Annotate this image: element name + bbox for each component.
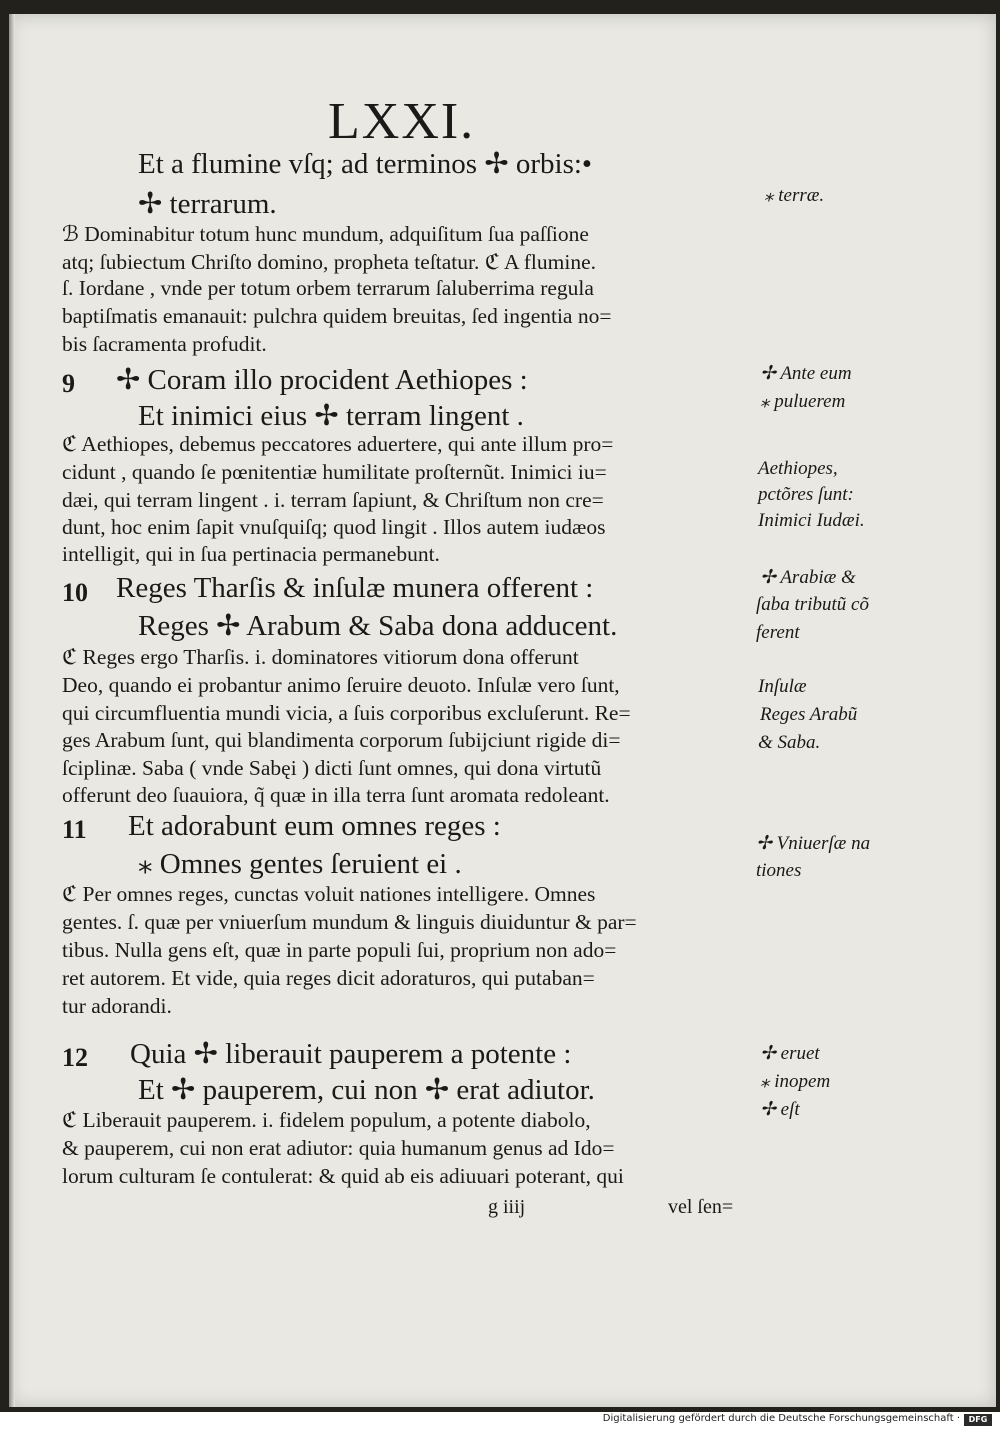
commentary-line: ℭ Liberauit pauperem. i. fidelem populum, a potente diabolo, (62, 1108, 591, 1132)
verse-line: Et a flumine vſq; ad terminos ✢ orbis:• (138, 148, 593, 180)
page-heading: LXXI. (328, 93, 476, 150)
commentary-line: ℭ Reges ergo Tharſis. i. dominatores vitiorum dona offerunt (62, 645, 579, 669)
commentary-line: & pauperem, cui non erat adiutor: quia humanum genus ad Ido= (62, 1136, 615, 1160)
commentary-line: atq; ſubiectum Chriſto domino, propheta teſtatur. ℭ A flumine. (62, 250, 597, 274)
verse-line: ⁎ Omnes gentes ſeruient ei . (138, 848, 462, 880)
commentary-line: baptiſmatis emanauit: pulchra quidem breuitas, ſed ingentia no= (62, 304, 612, 328)
margin-note: Inimici Iudæi. (758, 510, 865, 531)
commentary-line: qui circumfluentia mundi vicia, a ſuis corporibus excluſerunt. Re= (62, 701, 631, 725)
verse-line: ✢ terrarum. (138, 188, 277, 220)
margin-note: ⁎ puluerem (760, 391, 846, 412)
verse-line: Et inimici eius ✢ terram lingent . (138, 400, 524, 432)
commentary-line: gentes. ſ. quæ per vniuerſum mundum & linguis diuiduntur & par= (62, 910, 637, 934)
margin-note: ✢ eruet (760, 1043, 820, 1064)
commentary-line: ℭ Per omnes reges, cunctas voluit nationes intelligere. Omnes (62, 882, 596, 906)
verse-line: Et ✢ pauperem, cui non ✢ erat adiutor. (138, 1074, 595, 1106)
commentary-line: tibus. Nulla gens eſt, quæ in parte populi ſui, proprium non ado= (62, 938, 617, 962)
dfg-logo: DFG (964, 1414, 992, 1426)
verse-line: ✢ Coram illo procident Aethiopes : (116, 364, 528, 396)
commentary-line: ges Arabum ſunt, qui blandimenta corporum ſubijciunt rigide di= (62, 728, 621, 752)
verse-line: Quia ✢ liberauit pauperem a potente : (130, 1038, 572, 1070)
commentary-line: cidunt , quando ſe pœnitentiæ humilitate proſternũt. Inimici iu= (62, 460, 607, 484)
commentary-line: ſciplinæ. Saba ( vnde Sabęi ) dicti ſunt omnes, qui dona virtutũ (62, 756, 602, 780)
verse-number: 12 (62, 1043, 88, 1072)
margin-note: ⁎ terræ. (764, 185, 825, 206)
commentary-line: ℭ Aethiopes, debemus peccatores aduertere, qui ante illum pro= (62, 432, 614, 456)
margin-note: pctõres ſunt: (758, 484, 854, 505)
margin-note: ⁎ inopem (760, 1071, 831, 1092)
verse-number: 10 (62, 578, 88, 607)
commentary-line: ret autorem. Et vide, quia reges dicit adoraturos, qui putaban= (62, 966, 595, 990)
commentary-line: dunt, hoc enim ſapit vnuſquiſq; quod lingit . Illos autem iudæos (62, 515, 606, 539)
verse-number: 9 (62, 369, 75, 398)
margin-note: ſaba tributũ cõ (756, 594, 869, 615)
footer-credit: Digitalisierung gefördert durch die Deutsche Forschungsgemeinschaft · (602, 1413, 960, 1424)
verse-line: Et adorabunt eum omnes reges : (128, 810, 501, 842)
commentary-line: Deo, quando ei probantur animo ſeruire deuoto. Inſulæ vero ſunt, (62, 673, 620, 697)
page-gutter (9, 14, 15, 1407)
commentary-line: ſ. Iordane , vnde per totum orbem terrarum ſaluberrima regula (62, 276, 594, 300)
commentary-line: tur adorandi. (62, 994, 172, 1018)
verse-number: 11 (62, 815, 87, 844)
footer-bar (0, 1412, 1000, 1429)
commentary-line: bis ſacramenta profudit. (62, 332, 267, 356)
margin-note: Reges Arabũ (760, 704, 858, 725)
margin-note: ✢ Vniuerſæ na (756, 833, 871, 854)
commentary-line: lorum culturam ſe contulerat: & quid ab eis adiuuari poterant, qui (62, 1164, 624, 1188)
margin-note: ✢ Ante eum (760, 363, 852, 384)
verse-line: Reges ✢ Arabum & Saba dona adducent. (138, 610, 618, 642)
catchword: vel ſen= (668, 1196, 734, 1218)
signature-mark: g iiij (488, 1196, 526, 1218)
commentary-line: intelligit, qui in ſua pertinacia permanebunt. (62, 542, 440, 566)
commentary-line: dæi, qui terram lingent . i. terram ſapiunt, & Chriſtum non cre= (62, 488, 604, 512)
margin-note: ✢ Arabiæ & (760, 567, 856, 588)
commentary-line: offerunt deo ſuauiora, q̃ quæ in illa terra ſunt aromata redoleant. (62, 783, 610, 807)
margin-note: Inſulæ (758, 676, 807, 697)
margin-note: & Saba. (758, 732, 821, 753)
margin-note: ferent (756, 622, 800, 643)
margin-note: tiones (756, 860, 802, 881)
margin-note: Aethiopes, (758, 458, 838, 479)
commentary-line: ℬ Dominabitur totum hunc mundum, adquiſitum ſua paſſione (62, 222, 589, 246)
verse-line: Reges Tharſis & inſulæ munera offerent : (116, 572, 594, 604)
margin-note: ✢ eſt (760, 1099, 800, 1120)
